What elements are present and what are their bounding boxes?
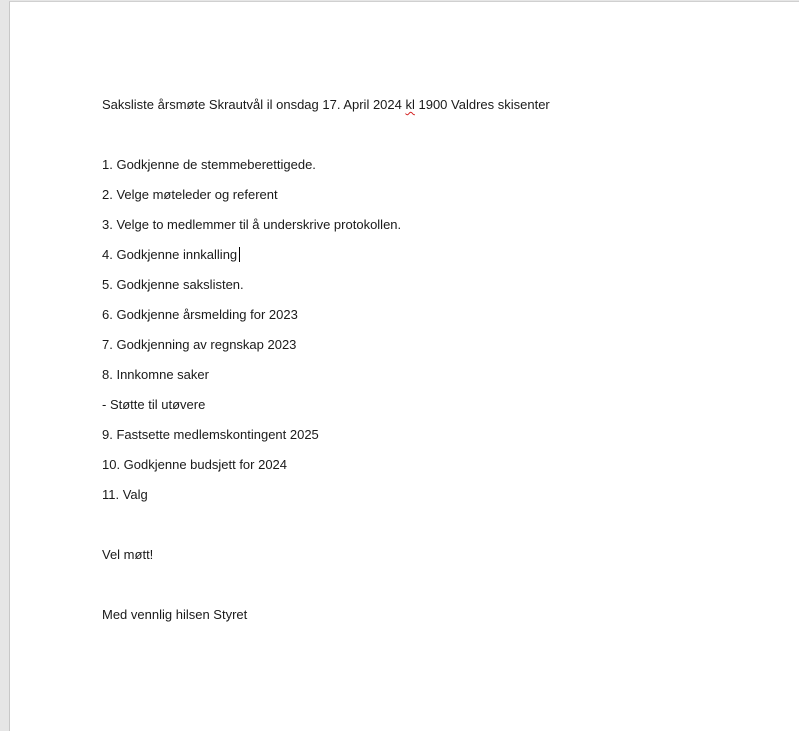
text-cursor [239, 247, 240, 262]
agenda-subitem[interactable]: - Støtte til utøvere [102, 397, 206, 412]
agenda-item[interactable]: 10. Godkjenne budsjett for 2024 [102, 457, 288, 472]
agenda-item-label: 4. Godkjenne innkalling [102, 247, 238, 262]
agenda-item[interactable]: 3. Velge to medlemmer til å underskrive protokollen. [102, 217, 402, 232]
spelling-error-word[interactable]: kl [405, 97, 415, 112]
title-text-end: 1900 Valdres skisenter [414, 97, 550, 112]
agenda-item[interactable]: 11. Valg [102, 487, 148, 502]
agenda-item[interactable]: 6. Godkjenne årsmelding for 2023 [102, 307, 298, 322]
greeting[interactable]: Vel møtt! [102, 547, 154, 562]
agenda-item[interactable]: 8. Innkomne saker [102, 367, 209, 382]
agenda-item[interactable]: 1. Godkjenne de stemmeberettigede. [102, 157, 316, 172]
document-title[interactable] [102, 97, 550, 113]
agenda-item[interactable]: 2. Velge møteleder og referent [102, 187, 278, 202]
agenda-item[interactable]: 7. Godkjenning av regnskap 2023 [102, 337, 297, 352]
title-text-start: Saksliste årsmøte Skrautvål il onsdag 17. April 2024 [102, 97, 406, 112]
agenda-item-active[interactable] [102, 247, 240, 263]
agenda-item[interactable]: 5. Godkjenne sakslisten. [102, 277, 244, 292]
agenda-item[interactable]: 9. Fastsette medlemskontingent 2025 [102, 427, 319, 442]
signature[interactable]: Med vennlig hilsen Styret [102, 607, 248, 622]
document-page[interactable] [9, 1, 799, 731]
